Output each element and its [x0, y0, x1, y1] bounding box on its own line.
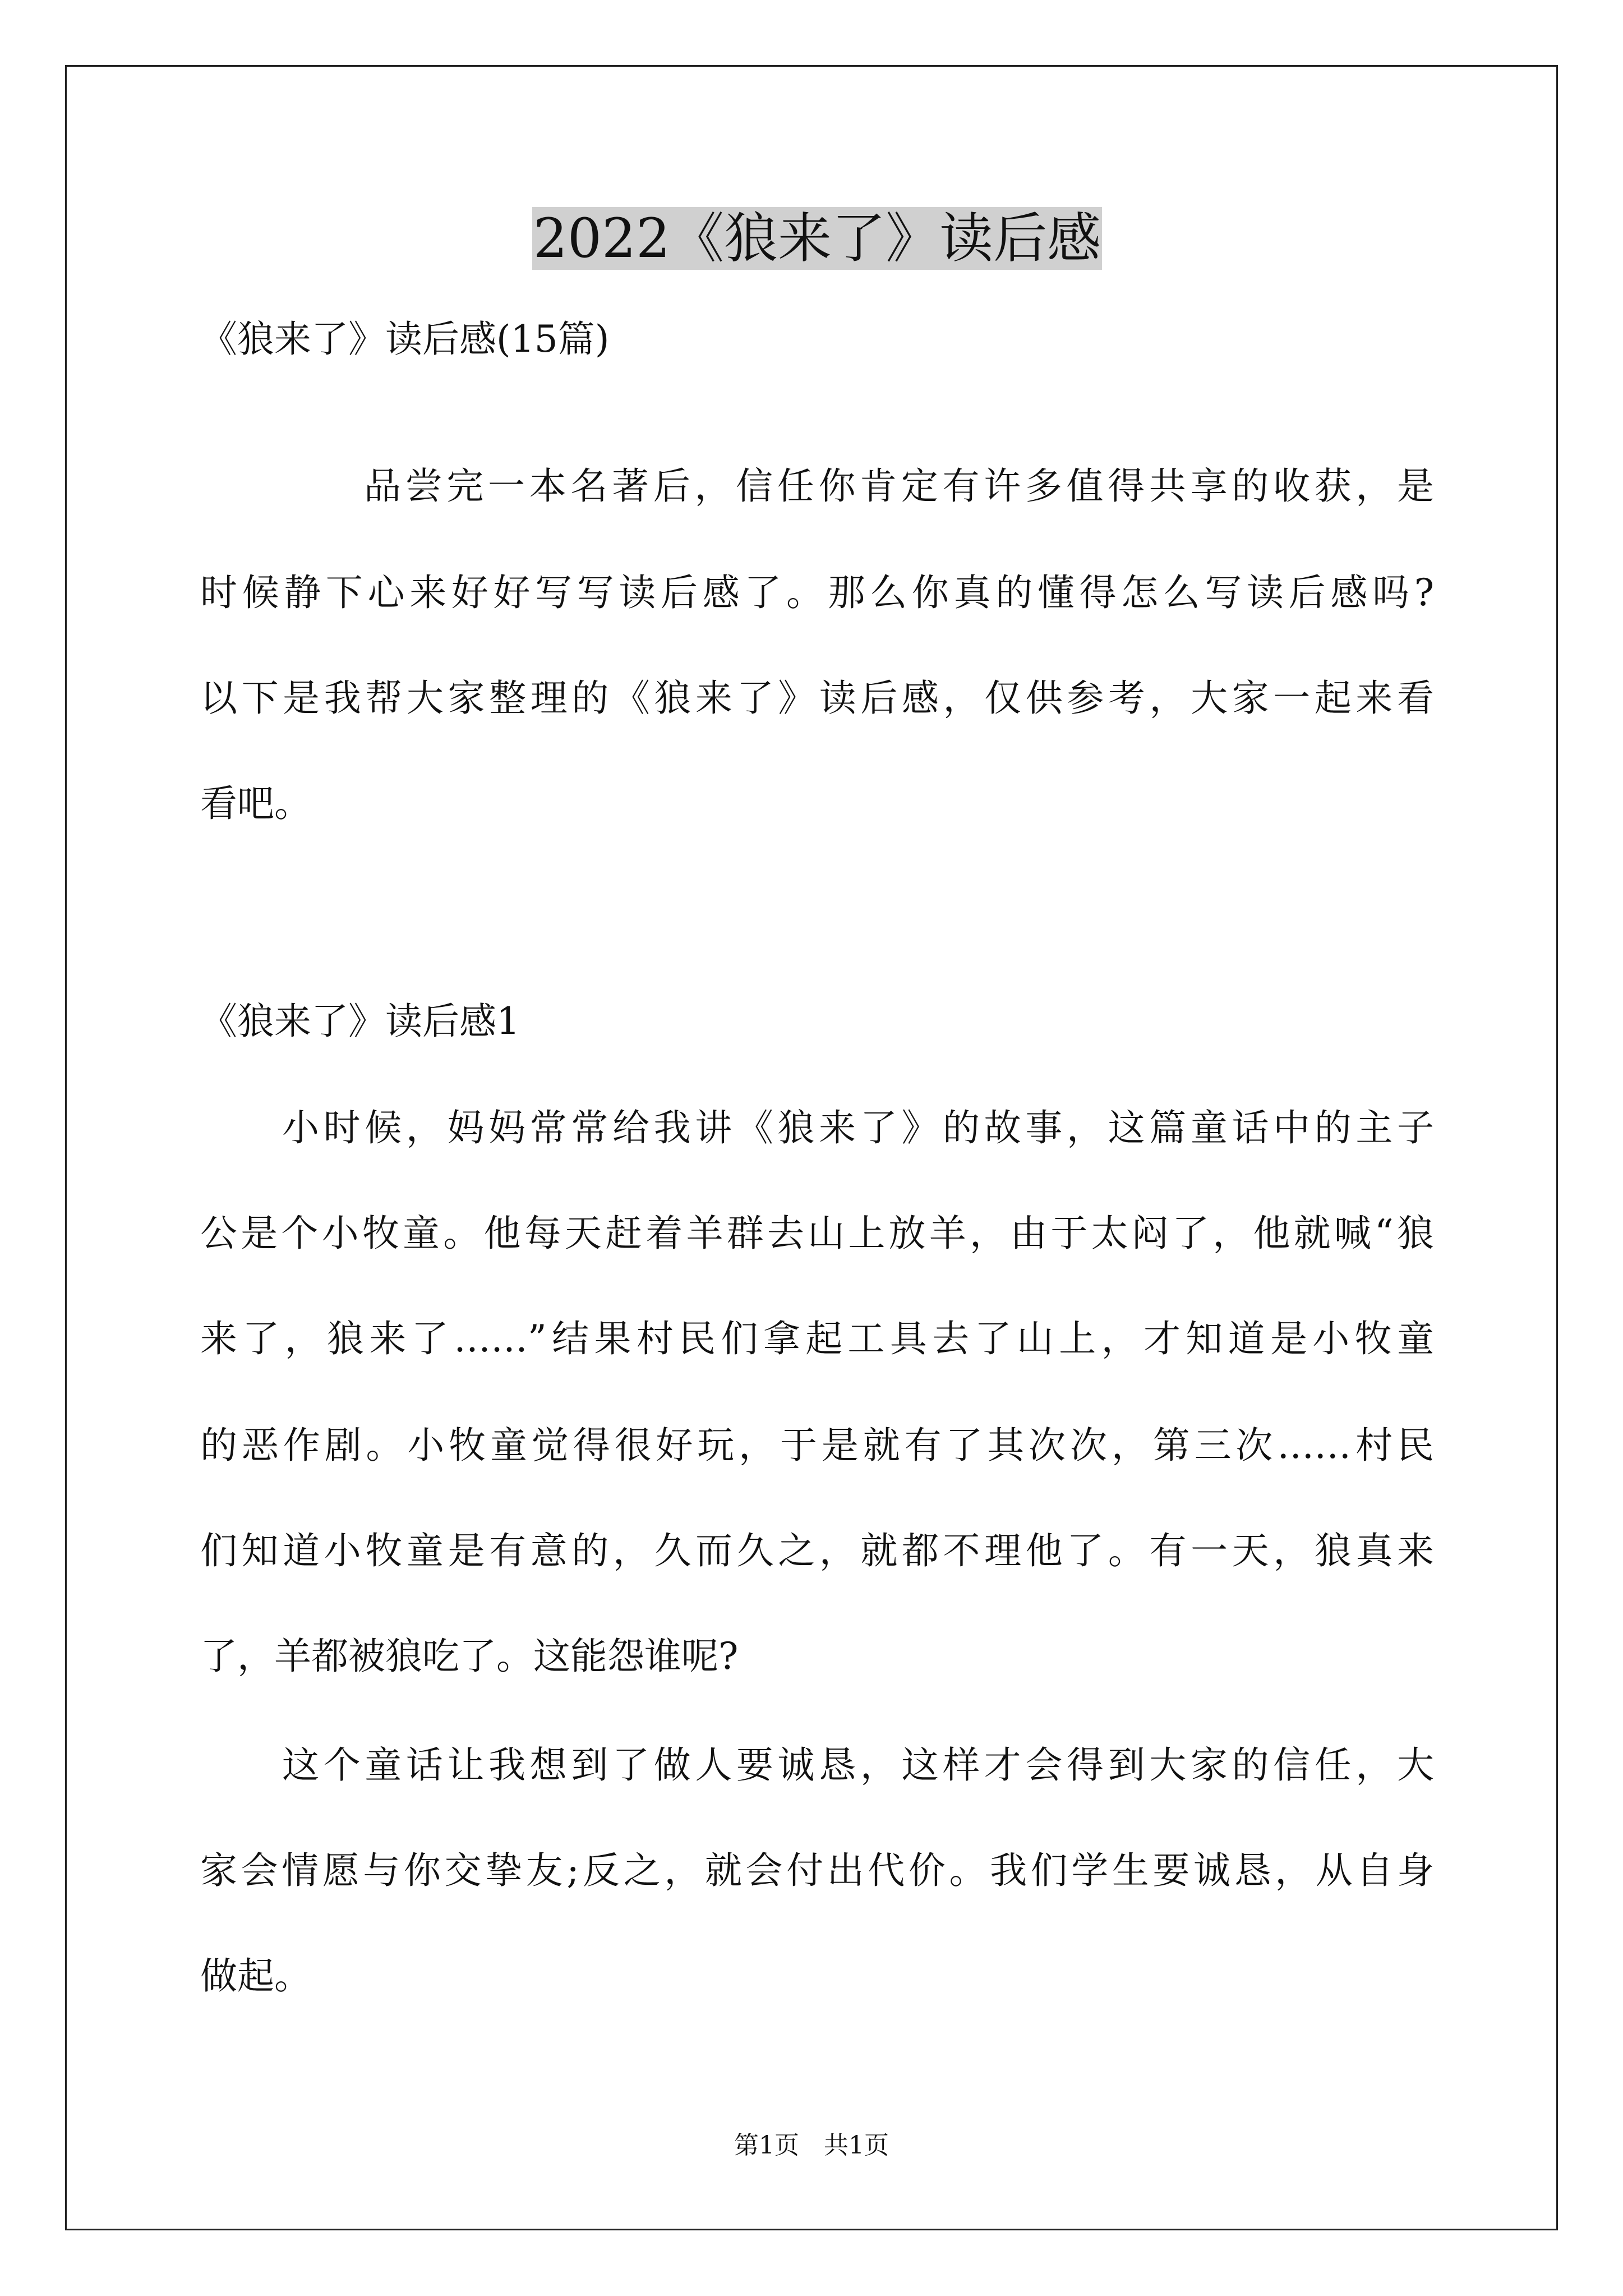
intro-line: 品尝完一本名著后，信任你肯定有许多值得共享的收获，是: [364, 464, 1434, 508]
paragraph-line: 公是个小牧童。他每天赶着羊群去山上放羊，由于太闷了，他就喊“狼: [200, 1212, 1434, 1255]
paragraph-line: 做起。: [200, 1954, 311, 1998]
intro-line: 看吧。: [200, 782, 311, 825]
paragraph-line: 这个童话让我想到了做人要诚恳，这样才会得到大家的信任，大: [282, 1743, 1434, 1787]
section-heading: 《狼来了》读后感1: [200, 1000, 520, 1043]
page-footer: 第1页 共1页: [734, 2131, 889, 2160]
document-title: [200, 202, 1434, 275]
paragraph-line: 家会情愿与你交挚友;反之，就会付出代价。我们学生要诚恳，从自身: [200, 1849, 1434, 1892]
paragraph-line: 小时候，妈妈常常给我讲《狼来了》的故事，这篇童话中的主子: [282, 1106, 1434, 1149]
document-subtitle: 《狼来了》读后感(15篇): [200, 318, 610, 361]
paragraph-line: 了，羊都被狼吃了。这能怨谁呢?: [200, 1635, 739, 1678]
paragraph-line: 们知道小牧童是有意的，久而久之，就都不理他了。有一天，狼真来: [200, 1529, 1434, 1572]
paragraph-line: 的恶作剧。小牧童觉得很好玩，于是就有了其次次，第三次……村民: [200, 1424, 1434, 1467]
intro-line: 时候静下心来好好写写读后感了。那么你真的懂得怎么写读后感吗?: [200, 571, 1434, 614]
document-title-text: 2022《狼来了》读后感: [533, 207, 1101, 270]
paragraph-line: 来了，狼来了……”结果村民们拿起工具去了山上，才知道是小牧童: [200, 1317, 1434, 1360]
intro-line: 以下是我帮大家整理的《狼来了》读后感，仅供参考，大家一起来看: [200, 677, 1434, 720]
